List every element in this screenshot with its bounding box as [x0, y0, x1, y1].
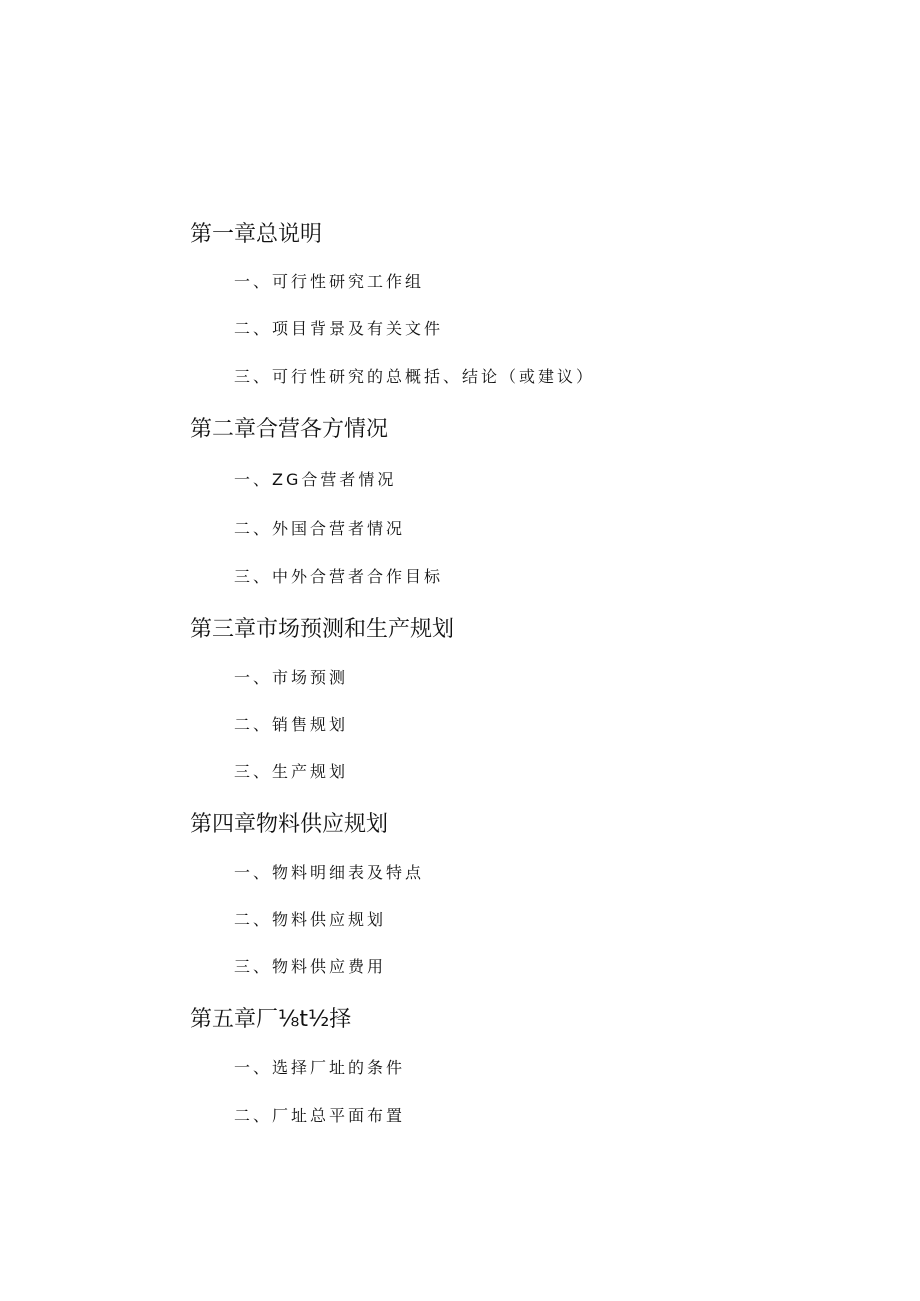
- chapter-5-section-2: 二、厂址总平面布置: [234, 1106, 406, 1125]
- chapter-2-heading: 第二章合营各方情况: [190, 417, 389, 442]
- chapter-3-section-2: 二、销售规划: [234, 715, 349, 734]
- chapter-2-section-2: 二、外国合营者情况: [234, 519, 406, 538]
- chapter-3-section-3: 三、生产规划: [234, 762, 349, 781]
- chapter-2-section-3: 三、中外合营者合作目标: [234, 567, 444, 586]
- chapter-1-section-2: 二、项目背景及有关文件: [234, 319, 444, 338]
- chapter-1-section-3: 三、可行性研究的总概括、结论（或建议）: [234, 367, 596, 386]
- chapter-5-section-1: 一、选择厂址的条件: [234, 1058, 406, 1077]
- chapter-1-section-1: 一、可行性研究工作组: [234, 272, 425, 291]
- chapter-4-section-2: 二、物料供应规划: [234, 910, 387, 929]
- chapter-1-heading: 第一章总说明: [190, 222, 323, 247]
- chapter-4-heading: 第四章物料供应规划: [190, 812, 389, 837]
- chapter-3-section-1: 一、市场预测: [234, 668, 349, 687]
- chapter-2-section-1: 一、ZG合营者情况: [234, 470, 397, 489]
- chapter-4-section-3: 三、物料供应费用: [234, 957, 387, 976]
- chapter-4-section-1: 一、物料明细表及特点: [234, 863, 425, 882]
- chapter-3-heading: 第三章市场预测和生产规划: [190, 617, 455, 642]
- chapter-5-heading: 第五章厂⅛t½择: [190, 1007, 352, 1032]
